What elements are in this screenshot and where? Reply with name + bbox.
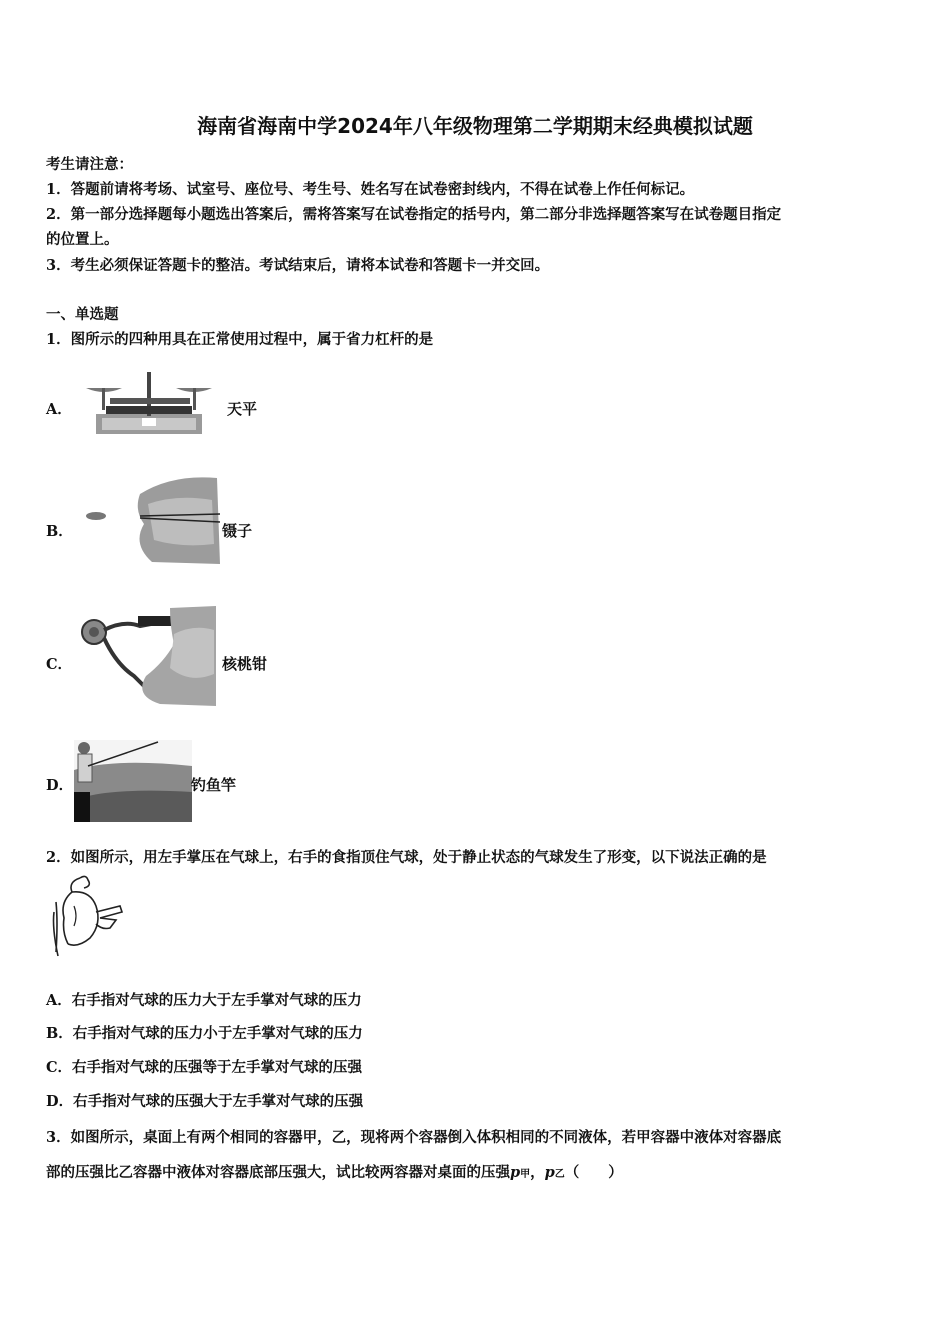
q1-option-a-caption: 天平 [227,400,258,418]
notice-item-2: 2．第一部分选择题每小题选出答案后，需将答案写在试卷指定的括号内，第二部分非选择题答案写在试卷题目指定 [46,206,782,223]
q1-option-d-letter: D． [46,777,74,794]
q2-option-b: B．右手指对气球的压力小于左手掌对气球的压力 [46,1025,363,1042]
q2-stem: 2．如图所示，用左手掌压在气球上，右手的食指顶住气球，处于静止状态的气球发生了形变，以下说法正确的是 [46,849,767,866]
nutcracker-icon [74,604,218,708]
separator: ， [530,1164,545,1181]
answer-blank: （ ） [564,1164,623,1181]
balance-scale-icon [84,366,214,438]
q1-option-d-caption: 钓鱼竿 [191,776,237,794]
p-symbol-jia: p [510,1164,521,1181]
q1-option-b-letter: B． [46,523,73,540]
balloon-hands-icon [50,872,126,958]
tweezers-icon [82,474,222,566]
notice-item-3: 3．考生必须保证答题卡的整洁。考试结束后，请将本试卷和答题卡一并交回。 [46,257,550,274]
fishing-rod-icon [74,740,192,822]
q1-option-c-letter: C． [46,656,73,673]
notice-item-2-cont: 的位置上。 [46,231,119,248]
q1-option-b-caption: 镊子 [222,522,253,540]
q2-option-a: A．右手指对气球的压力大于左手掌对气球的压力 [46,992,362,1009]
q3-line-2 [46,1161,623,1182]
notice-heading: 考生请注意： [46,156,133,173]
p-symbol-yi: p [544,1164,555,1181]
subscript-yi: 乙 [554,1169,565,1180]
page-title: 海南省海南中学2024年八年级物理第二学期期末经典模拟试题 [197,114,753,138]
q1-option-a-letter: A． [46,401,72,418]
q2-option-c: C．右手指对气球的压强等于左手掌对气球的压强 [46,1059,363,1076]
subscript-jia: 甲 [520,1169,531,1180]
q1-stem: 1．图所示的四种用具在正常使用过程中，属于省力杠杆的是 [46,331,434,348]
q2-option-d: D．右手指对气球的压强大于左手掌对气球的压强 [46,1093,364,1110]
q1-option-c-caption: 核桃钳 [222,655,268,673]
notice-item-1: 1．答题前请将考场、试室号、座位号、考生号、姓名写在试卷密封线内，不得在试卷上作任何标记。 [46,181,695,198]
q3-line-2-text: 部的压强比乙容器中液体对容器底部压强大，试比较两容器对桌面的压强 [46,1164,510,1181]
section-heading: 一、单选题 [46,306,119,323]
q3-line-1: 3．如图所示，桌面上有两个相同的容器甲，乙，现将两个容器倒入体积相同的不同液体，若甲容器中液体对容器底 [46,1129,782,1146]
